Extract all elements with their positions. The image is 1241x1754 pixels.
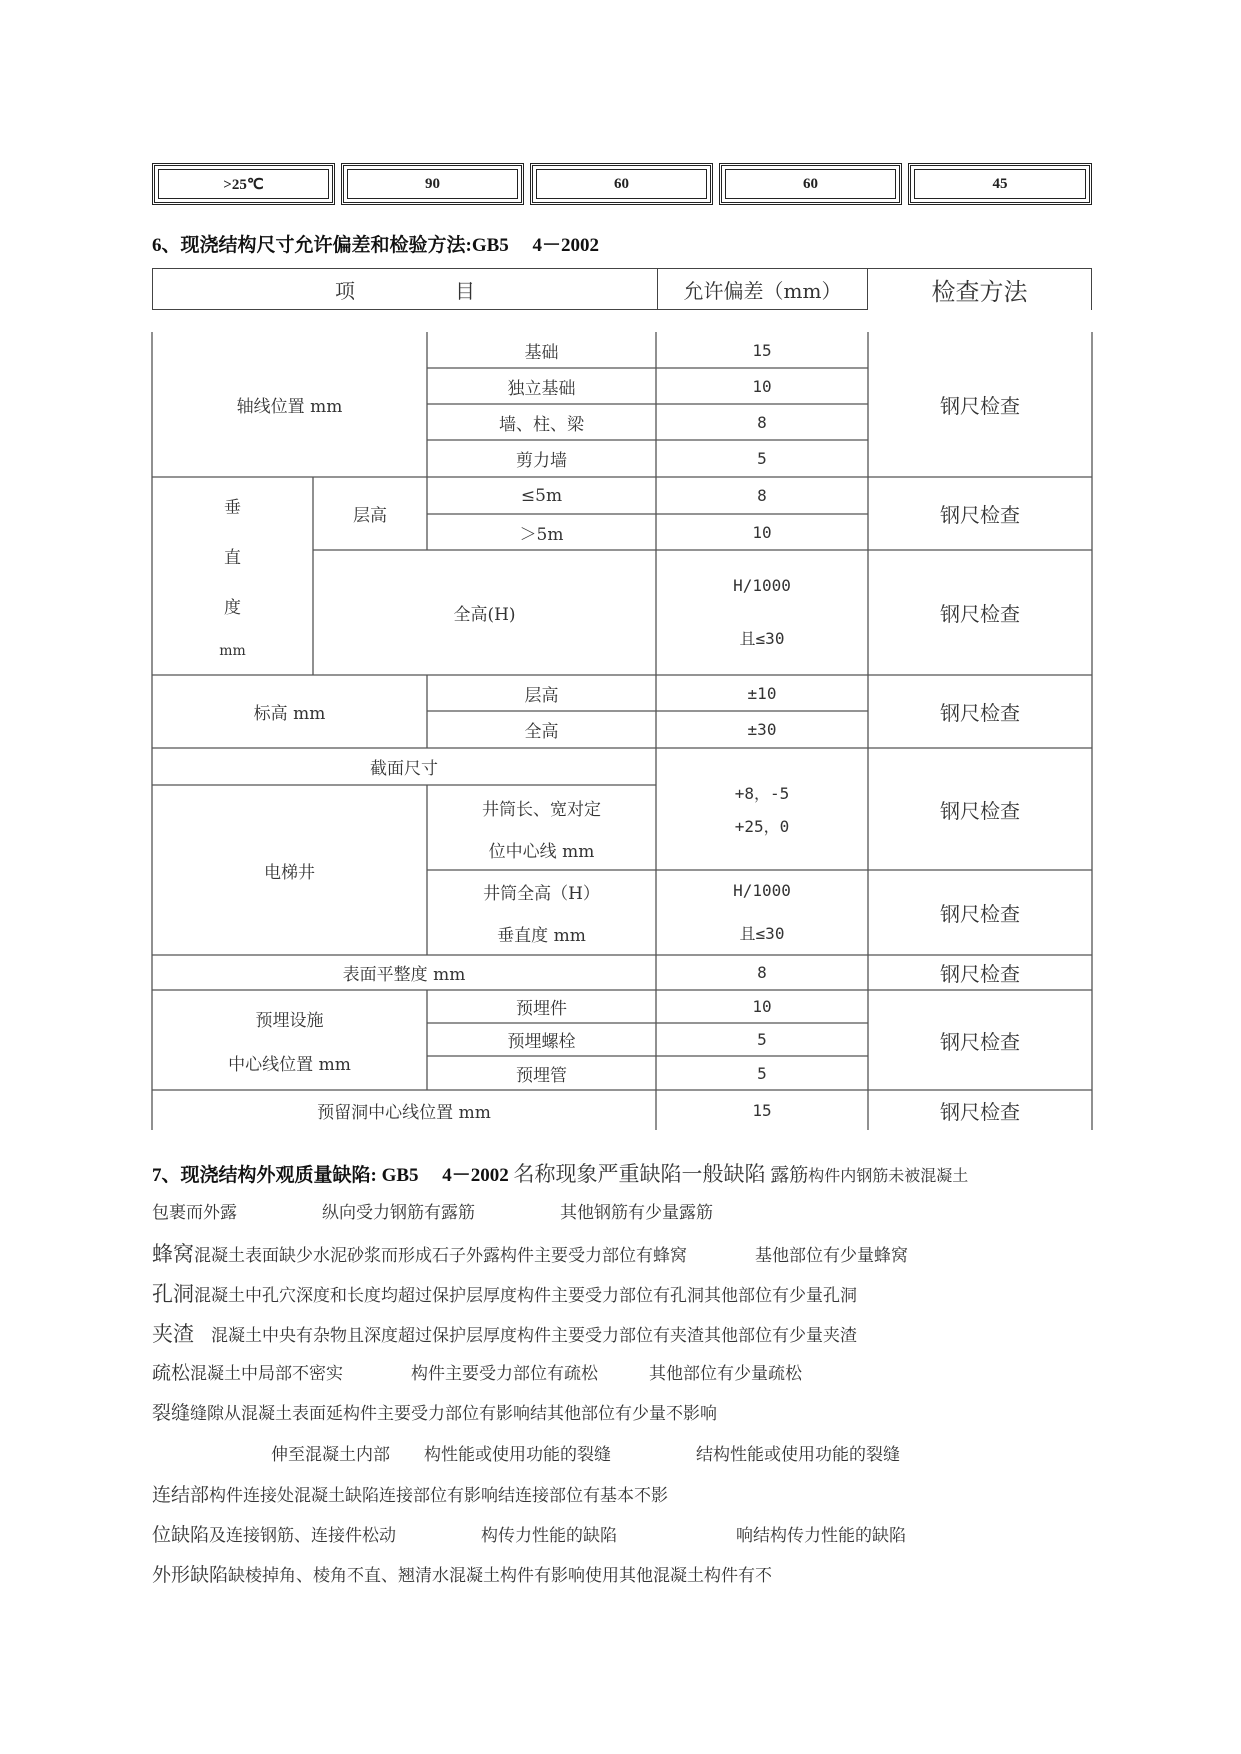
elevator-value — [656, 870, 868, 955]
defect-name: 孔洞 — [152, 1282, 194, 1306]
header-method: 检查方法 — [868, 268, 1092, 310]
defect-line — [152, 1318, 857, 1348]
elevation-item: 层高 — [524, 685, 559, 706]
defect-name: 外形缺陷 — [152, 1564, 229, 1586]
defect-text: 包裹而外露 纵向受力钢筋有露筋 其他钢筋有少量露筋 — [152, 1203, 713, 1223]
section-size-value-line: +8，-5 — [734, 784, 790, 803]
full-height-value — [656, 550, 868, 675]
header-deviation: 允许偏差（mm） — [657, 268, 868, 310]
flatness-label: 表面平整度 mm — [342, 965, 466, 985]
floor-item: ≤5m — [520, 485, 563, 506]
method-cell: 钢尺检查 — [940, 962, 1020, 986]
elevator-item-line: 井筒长、宽对定 — [482, 799, 601, 820]
vertical-char: 垂 — [224, 498, 241, 519]
elevator-item — [427, 870, 656, 955]
defect-text: 构件连接处混凝土缺陷连接部位有影响结连接部位有基本不影 — [209, 1486, 669, 1506]
embed-label-line: 预埋设施 — [255, 1010, 324, 1031]
elevation-value: ±30 — [747, 720, 777, 739]
elevator-value-line: 且≤30 — [739, 924, 785, 944]
embed-value: 5 — [757, 1030, 767, 1049]
full-height-value-line: 且≤30 — [739, 629, 785, 649]
method-cell: 钢尺检查 — [940, 902, 1020, 926]
method-cell: 钢尺检查 — [940, 503, 1020, 527]
defect-name: 夹渣 — [152, 1322, 194, 1346]
full-height-value-line: H/1000 — [733, 575, 791, 595]
embed-item: 预埋螺栓 — [507, 1032, 576, 1052]
defect-line — [152, 1398, 717, 1425]
temp-cell: 45 — [908, 163, 1092, 205]
section-size-value — [656, 748, 868, 870]
defect-name: 裂缝 — [152, 1402, 191, 1424]
section-7-heading-tail: 名称现象严重缺陷一般缺陷 — [513, 1162, 766, 1186]
floor-height-label: 层高 — [353, 506, 387, 526]
elevator-item — [427, 770, 656, 870]
embed-value: 5 — [757, 1063, 767, 1083]
header-item: 项 目 — [152, 268, 657, 310]
embed-label — [152, 990, 427, 1090]
defect-text: 混凝土中孔穴深度和长度均超过保护层厚度构件主要受力部位有孔洞其他部位有少量孔洞 — [194, 1286, 857, 1306]
defect-line — [152, 1238, 908, 1268]
method-cell: 钢尺检查 — [940, 798, 1020, 823]
defect-name: 疏松 — [152, 1362, 191, 1384]
axis-value: 5 — [757, 449, 767, 468]
section-size-label: 截面尺寸 — [370, 759, 438, 779]
defect-text: 混凝土中央有杂物且深度超过保护层厚度构件主要受力部位有夹渣其他部位有少量夹渣 — [194, 1326, 857, 1346]
method-cell: 钢尺检查 — [940, 1029, 1020, 1054]
defect-text: 缝隙从混凝土表面延构件主要受力部位有影响结其他部位有少量不影响 — [190, 1404, 718, 1424]
full-height-label: 全高(H) — [453, 605, 516, 625]
axis-value: 8 — [757, 412, 767, 432]
vertical-char: 直 — [224, 548, 241, 569]
temp-cell: 60 — [530, 163, 713, 205]
method-cell: 钢尺检查 — [940, 1099, 1020, 1124]
section-size-value-line: +25，0 — [734, 817, 790, 836]
embed-item: 预埋件 — [516, 999, 567, 1019]
defect-name: 蜂窝 — [152, 1242, 194, 1266]
method-cell: 钢尺检查 — [940, 394, 1020, 418]
embed-label-line: 中心线位置 mm — [228, 1054, 351, 1075]
section-7-heading — [152, 1158, 968, 1188]
method-cell: 钢尺检查 — [940, 602, 1020, 626]
elevator-item-line: 井筒全高（H） — [483, 883, 600, 904]
floor-value: 10 — [752, 522, 772, 542]
floor-value: 8 — [757, 486, 767, 505]
verticality-label — [152, 477, 313, 675]
axis-item: 剪力墙 — [516, 451, 567, 471]
embed-item: 预埋管 — [516, 1065, 567, 1086]
flatness-value: 8 — [757, 963, 767, 982]
axis-label: 轴线位置 mm — [236, 397, 343, 417]
defect-name: 连结部 — [152, 1484, 210, 1506]
axis-value: 15 — [752, 340, 772, 360]
defect-text: 缺棱掉角、棱角不直、翘清水混凝土构件有影响使用其他混凝土构件有不 — [228, 1566, 773, 1586]
elevator-value-line: H/1000 — [733, 880, 791, 900]
defect-text: 混凝土中局部不密实 构件主要受力部位有疏松 其他部位有少量疏松 — [190, 1364, 803, 1384]
axis-item: 墙、柱、梁 — [499, 414, 584, 435]
hole-label: 预留洞中心线位置 mm — [317, 1102, 491, 1123]
elevation-item: 全高 — [524, 722, 559, 742]
temp-cell: 60 — [719, 163, 902, 205]
axis-value: 10 — [752, 376, 772, 396]
vertical-char: mm — [219, 642, 246, 659]
axis-item: 基础 — [524, 342, 559, 363]
elevator-item-line: 位中心线 mm — [488, 841, 595, 862]
defect-line — [152, 1440, 900, 1465]
elevator-item-line: 垂直度 mm — [497, 926, 586, 947]
method-cell: 钢尺检查 — [940, 701, 1020, 725]
temp-cell: >25℃ — [152, 163, 335, 205]
defect-line — [152, 1560, 772, 1587]
elevation-label: 标高 mm — [253, 704, 326, 724]
hole-value: 15 — [752, 1100, 772, 1120]
section-6-heading: 6、现浇结构尺寸允许偏差和检验方法:GB5 4－2002 — [152, 235, 600, 256]
defect-name: 位缺陷 — [152, 1524, 210, 1546]
defect-line — [152, 1278, 857, 1308]
temp-cell: 90 — [341, 163, 524, 205]
axis-item: 独立基础 — [507, 378, 576, 399]
elevator-label: 电梯井 — [264, 862, 315, 883]
defect-name: 露筋 — [770, 1164, 809, 1186]
vertical-char: 度 — [224, 597, 241, 618]
defect-line — [152, 1358, 802, 1385]
defect-text: 及连接钢筋、连接件松动 构传力性能的缺陷 响结构传力性能的缺陷 — [209, 1526, 907, 1546]
elevation-value: ±10 — [747, 683, 777, 703]
defect-text: 构件内钢筋未被混凝土 — [808, 1166, 969, 1185]
embed-value: 10 — [752, 997, 772, 1016]
defect-line — [152, 1480, 668, 1507]
defect-line — [152, 1520, 906, 1547]
floor-item: ＞5m — [519, 524, 564, 545]
section-7-heading-text: 7、现浇结构外观质量缺陷: GB5 4－2002 — [152, 1165, 509, 1186]
defect-text: 伸至混凝土内部 构性能或使用功能的裂缝 结构性能或使用功能的裂缝 — [152, 1445, 900, 1465]
defect-text: 混凝土表面缺少水泥砂浆而形成石子外露构件主要受力部位有蜂窝 基他部位有少量蜂窝 — [194, 1246, 908, 1266]
defect-line — [152, 1198, 713, 1223]
